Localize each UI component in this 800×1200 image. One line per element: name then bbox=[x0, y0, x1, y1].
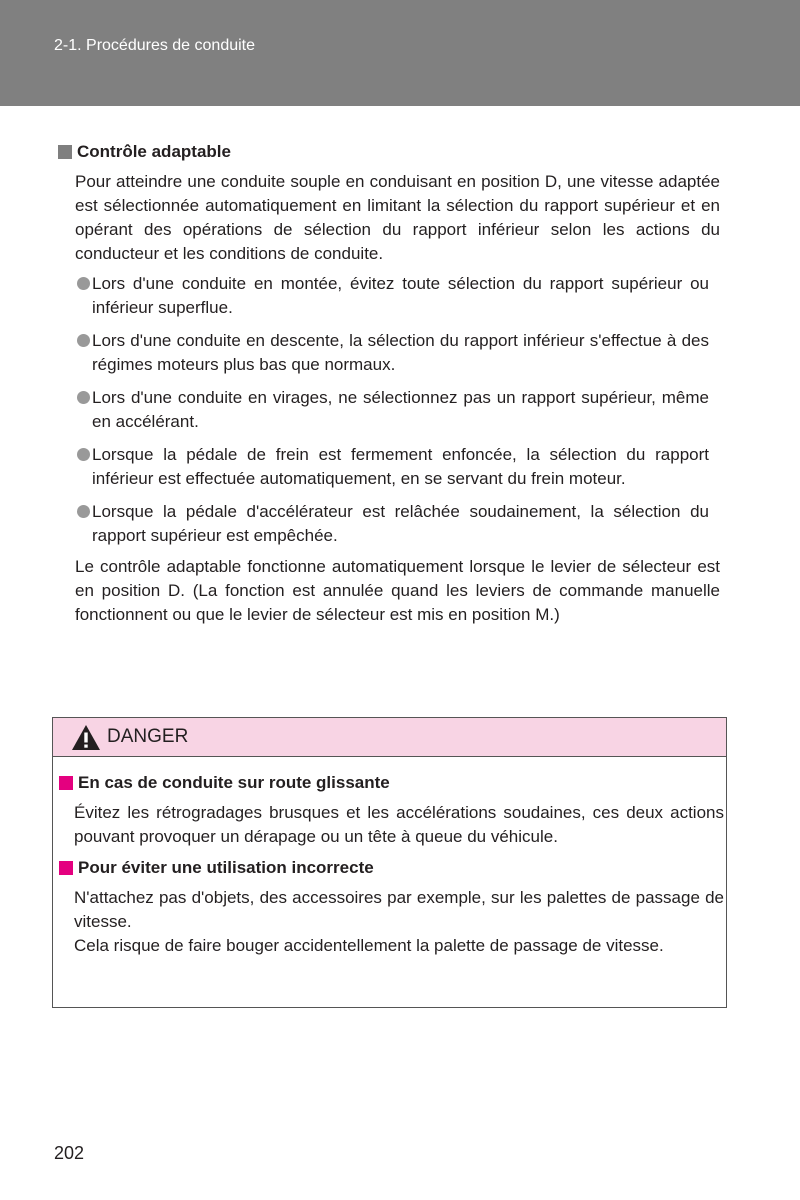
square-bullet-icon bbox=[59, 861, 73, 875]
list-item: Lorsque la pédale de frein est fermement enfoncée, la sélection du rapport inférieur est effectuée automatiquement, en se servant du frein moteur. bbox=[75, 443, 709, 491]
section-closing: Le contrôle adaptable fonctionne automatiquement lorsque le levier de sélecteur est en position D. (La fonction est annulée quand les leviers de commande manuelle fonctionnent ou que le levier de sélecteur est mis en position M.) bbox=[75, 557, 720, 624]
chapter-title: 2-1. Procédures de conduite bbox=[54, 37, 256, 54]
list-item: Lorsque la pédale d'accélérateur est relâchée soudainement, la sélection du rapport supérieur est empêchée. bbox=[75, 500, 709, 548]
danger-body bbox=[53, 757, 726, 958]
danger-item-text: N'attachez pas d'objets, des accessoires par exemple, sur les palettes de passage de vitesse. bbox=[74, 888, 724, 931]
section-heading bbox=[54, 140, 720, 164]
section-title: Contrôle adaptable bbox=[77, 142, 231, 161]
bullet-list bbox=[75, 272, 709, 548]
danger-item-heading: En cas de conduite sur route glissante bbox=[59, 771, 726, 795]
danger-item-text: Évitez les rétrogradages brusques et les accélérations soudaines, ces deux actions pouvant provoquer un dérapage ou un tête à queue du véhicule. bbox=[74, 803, 724, 846]
danger-item-text: Cela risque de faire bouger accidentellement la palette de passage de vitesse. bbox=[74, 936, 664, 955]
section-intro: Pour atteindre une conduite souple en conduisant en position D, une vitesse adaptée est sélectionnée automatiquement en limitant la sélection du rapport supérieur et en opérant des opérations de sélection du rapport inférieur selon les actions du conducteur et les conditions de conduite. bbox=[75, 172, 720, 263]
warning-triangle-icon bbox=[71, 724, 101, 751]
square-bullet-icon bbox=[59, 776, 73, 790]
danger-header bbox=[53, 718, 726, 757]
circle-bullet-icon bbox=[77, 391, 90, 404]
list-item: Lors d'une conduite en montée, évitez toute sélection du rapport supérieur ou inférieur superflue. bbox=[75, 272, 709, 320]
list-item: Lors d'une conduite en virages, ne sélectionnez pas un rapport supérieur, même en accélérant. bbox=[75, 386, 709, 434]
danger-label: DANGER bbox=[107, 726, 189, 747]
square-bullet-icon bbox=[58, 145, 72, 159]
circle-bullet-icon bbox=[77, 277, 90, 290]
page-header bbox=[0, 0, 800, 106]
danger-item-heading: Pour éviter une utilisation incorrecte bbox=[59, 856, 726, 880]
circle-bullet-icon bbox=[77, 334, 90, 347]
danger-box bbox=[52, 717, 727, 1008]
list-item: Lors d'une conduite en descente, la sélection du rapport inférieur s'effectue à des régimes moteurs plus bas que normaux. bbox=[75, 329, 709, 377]
circle-bullet-icon bbox=[77, 505, 90, 518]
main-content bbox=[54, 140, 720, 627]
circle-bullet-icon bbox=[77, 448, 90, 461]
page-number: 202 bbox=[54, 1143, 85, 1163]
